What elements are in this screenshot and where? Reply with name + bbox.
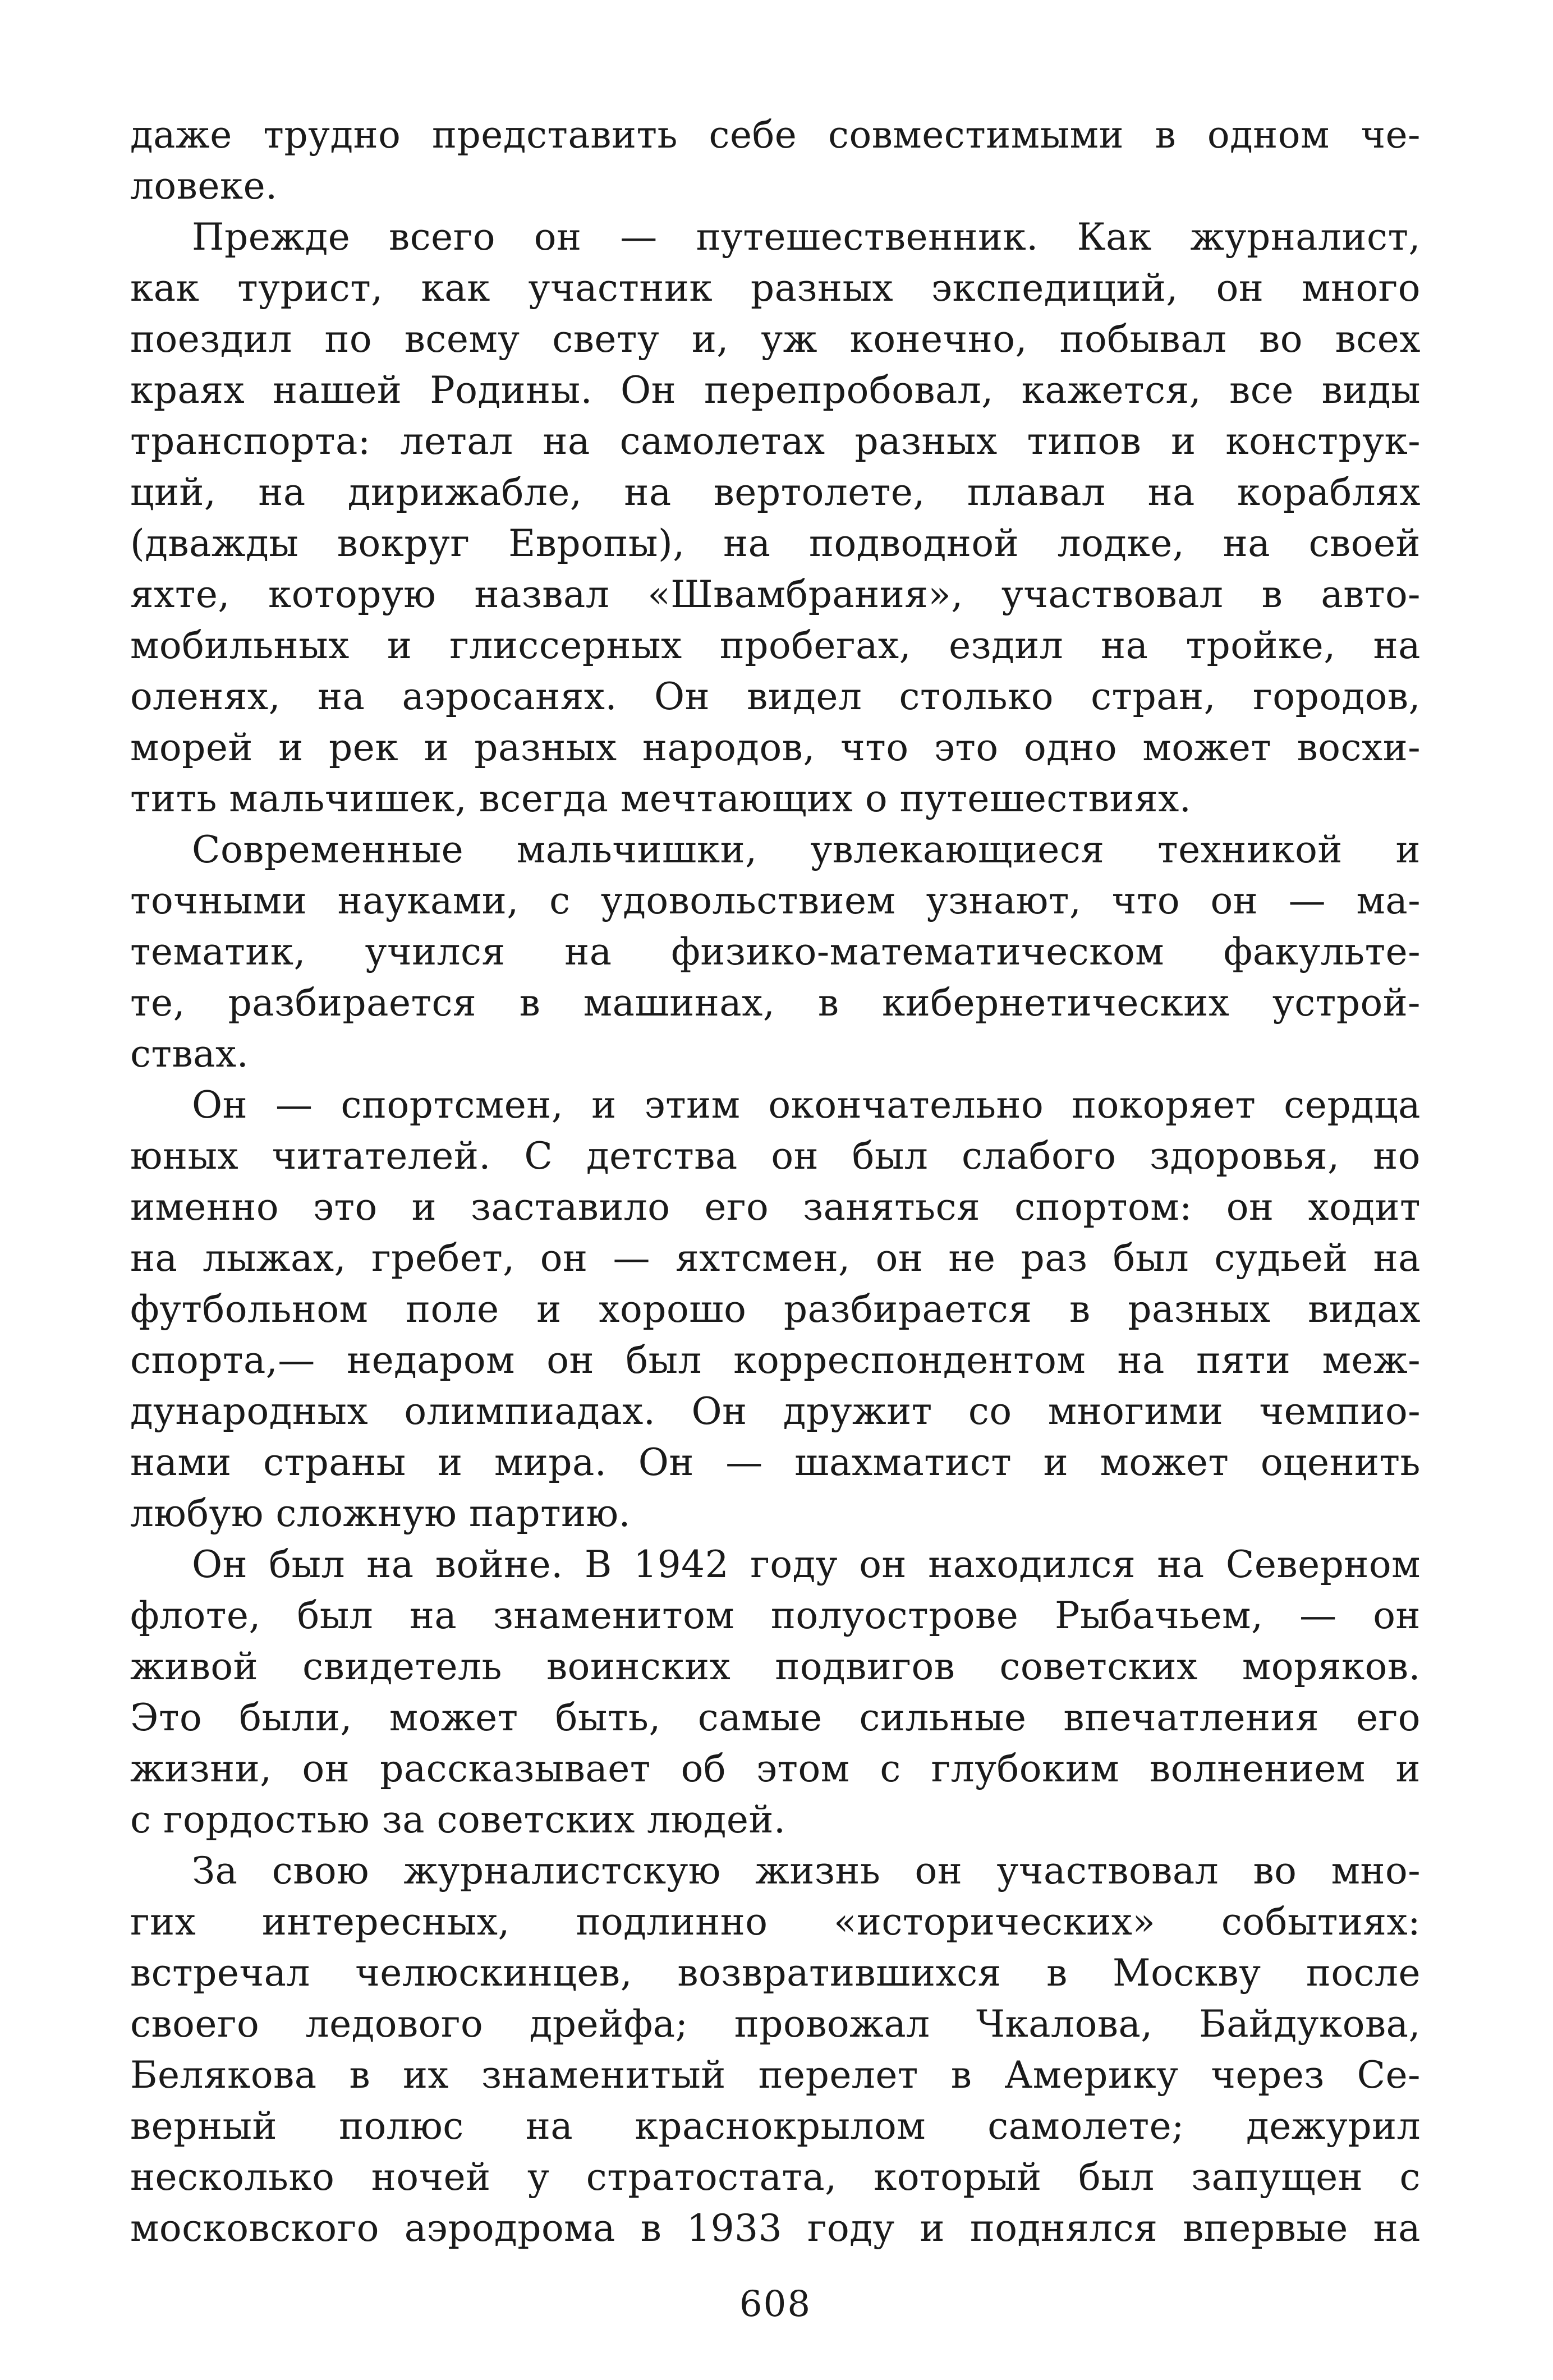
text-line: Он — спортсмен, и этим окончательно покоряет сердца (192, 1083, 1421, 1127)
text-line: юных читателей. С детства он был слабого здоровья, но (130, 1134, 1421, 1178)
text-line: те, разбирается в машинах, в кибернетических устрой- (130, 981, 1421, 1024)
text-line: ловеке. (130, 164, 278, 208)
text-line: мобильных и глиссерных пробегах, ездил на тройке, на (130, 624, 1421, 667)
text-line: ций, на дирижабле, на вертолете, плавал на кораблях (130, 471, 1421, 514)
text-line: флоте, был на знаменитом полуострове Рыбачьем, — он (130, 1594, 1421, 1637)
page-number: 608 (739, 2283, 812, 2325)
text-line: яхте, которую назвал «Швамбрания», участвовал в авто- (130, 573, 1421, 616)
text-line: жизни, он рассказывает об этом с глубоким волнением и (130, 1747, 1421, 1790)
text-line: верный полюс на краснокрылом самолете; дежурил (130, 2105, 1421, 2148)
text-line: любую сложную партию. (130, 1492, 631, 1535)
text-line: с гордостью за советских людей. (130, 1798, 786, 1841)
text-line: Современные мальчишки, увлекающиеся техникой и (192, 828, 1421, 871)
text-line: как турист, как участник разных экспедиций, он много (130, 267, 1421, 310)
text-line: именно это и заставило его заняться спортом: он ходит (130, 1186, 1421, 1229)
text-line: (дважды вокруг Европы), на подводной лодке, на своей (130, 522, 1421, 565)
text-line: несколько ночей у стратостата, который был запущен с (130, 2156, 1421, 2199)
text-line: Прежде всего он — путешественник. Как журналист, (192, 215, 1421, 259)
text-line: морей и рек и разных народов, что это одно может восхи- (130, 726, 1421, 769)
text-line: оленях, на аэросанях. Он видел столько стран, городов, (130, 675, 1421, 718)
text-line: московского аэродрома в 1933 году и поднялся впервые на (130, 2207, 1421, 2250)
book-page (130, 109, 1421, 2326)
text-line: За свою журналистскую жизнь он участвовал во мно- (192, 1849, 1421, 1892)
text-line: встречал челюскинцев, возвратившихся в Москву после (130, 1951, 1421, 1995)
paragraph-4 (130, 1079, 1421, 1539)
body-text (130, 109, 1421, 2254)
paragraph-2 (130, 212, 1421, 824)
paragraph-1 (130, 109, 1421, 212)
text-line: тематик, учился на физико-математическом факульте- (130, 930, 1421, 973)
paragraph-6 (130, 1845, 1421, 2254)
text-line: даже трудно представить себе совместимыми в одном че- (130, 113, 1421, 157)
text-line: Он был на войне. В 1942 году он находился на Северном (192, 1543, 1421, 1586)
text-line: дународных олимпиадах. Он дружит со многими чемпио- (130, 1390, 1421, 1433)
text-line: на лыжах, гребет, он — яхтсмен, он не раз был судьей на (130, 1237, 1421, 1280)
text-line: гих интересных, подлинно «исторических» событиях: (130, 1900, 1421, 1943)
text-line: спорта,— недаром он был корреспондентом на пяти меж- (130, 1339, 1421, 1382)
paragraph-5 (130, 1539, 1421, 1845)
text-line: краях нашей Родины. Он перепробовал, кажется, все виды (130, 369, 1421, 412)
text-line: живой свидетель воинских подвигов советских моряков. (130, 1645, 1421, 1688)
text-line: ствах. (130, 1032, 249, 1076)
text-line: Белякова в их знаменитый перелет в Америку через Се- (130, 2053, 1421, 2097)
text-line: Это были, может быть, самые сильные впечатления его (130, 1696, 1421, 1739)
text-line: точными науками, с удовольствием узнают, что он — ма- (130, 879, 1421, 922)
text-line: транспорта: летал на самолетах разных типов и конструк- (130, 420, 1421, 463)
text-line: поездил по всему свету и, уж конечно, побывал во всех (130, 318, 1421, 361)
text-line: тить мальчишек, всегда мечтающих о путешествиях. (130, 777, 1192, 820)
paragraph-3 (130, 824, 1421, 1079)
text-line: нами страны и мира. Он — шахматист и может оценить (130, 1441, 1421, 1484)
text-line: футбольном поле и хорошо разбирается в разных видах (130, 1288, 1421, 1331)
text-line: своего ледового дрейфа; провожал Чкалова, Байдукова, (130, 2002, 1421, 2046)
